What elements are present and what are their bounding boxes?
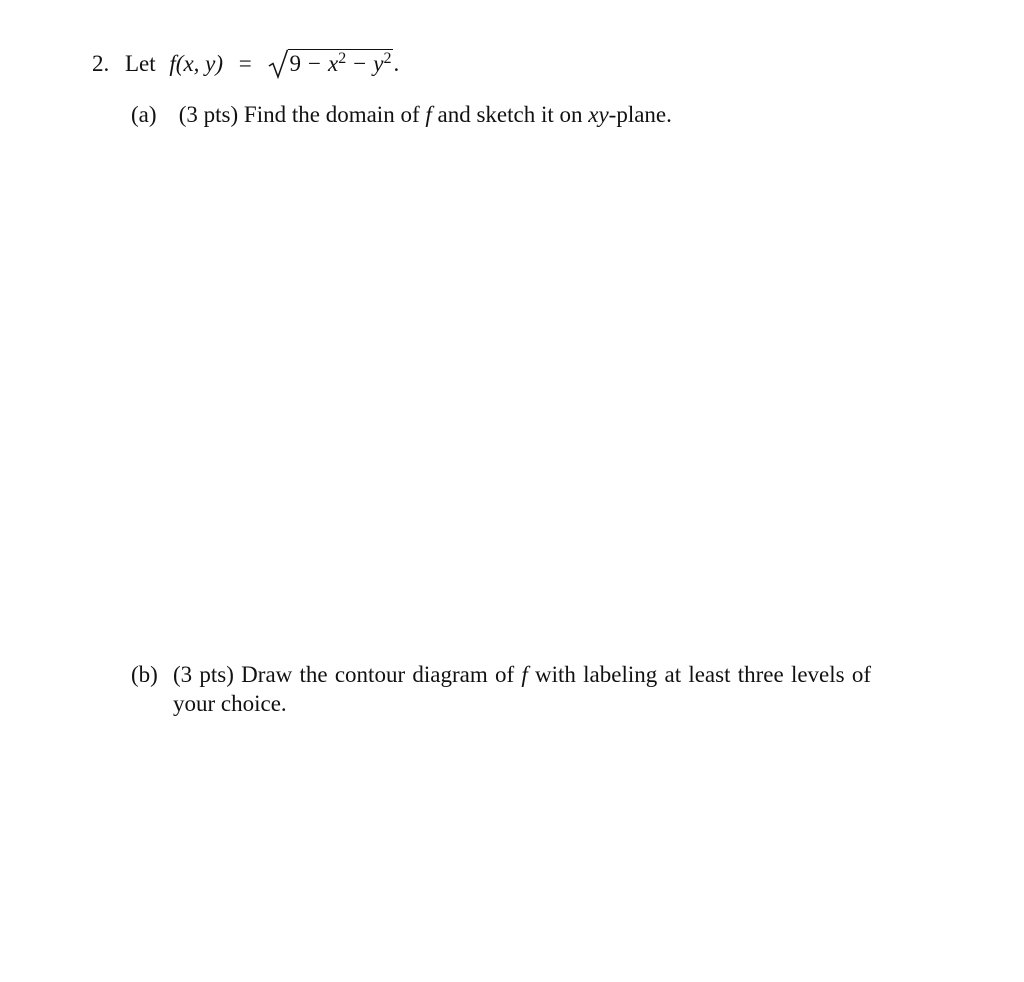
part-b: [131, 660, 871, 718]
part-b-text-1: Draw the contour diagram of: [241, 662, 515, 687]
radicand: [288, 49, 394, 78]
part-a: [131, 100, 672, 129]
y-exponent: 2: [383, 50, 392, 67]
radicand-nine: 9: [289, 51, 302, 76]
part-b-label: (b): [131, 662, 158, 687]
statement-period: .: [393, 51, 400, 76]
problem-number: 2.: [92, 51, 110, 76]
part-a-text-1: Find the domain of: [243, 102, 420, 127]
part-a-label: (a): [131, 102, 157, 127]
part-a-f-symbol: f: [425, 102, 432, 127]
x-exponent: 2: [338, 50, 347, 67]
problem-statement: [92, 48, 399, 80]
part-a-text-3: -plane.: [608, 102, 672, 127]
part-b-points: (3 pts): [173, 662, 234, 687]
part-a-xy-symbol: xy: [588, 102, 609, 127]
y-variable: y: [373, 51, 384, 76]
minus-sign-2: −: [353, 51, 367, 76]
radical-sign-icon: [268, 49, 288, 79]
part-b-text-2: with labeling at least three levels of your choice.: [173, 662, 871, 716]
part-a-points: (3 pts): [178, 102, 239, 127]
let-word: Let: [125, 51, 156, 76]
minus-sign-1: −: [308, 51, 322, 76]
part-b-f-symbol: f: [521, 662, 528, 687]
square-root-expression: [268, 48, 394, 80]
equals-sign: =: [238, 51, 252, 76]
part-a-text-2: and sketch it on: [437, 102, 583, 127]
x-variable: x: [328, 51, 339, 76]
function-lhs: f(x, y): [169, 51, 224, 76]
part-b-body: [173, 660, 871, 718]
